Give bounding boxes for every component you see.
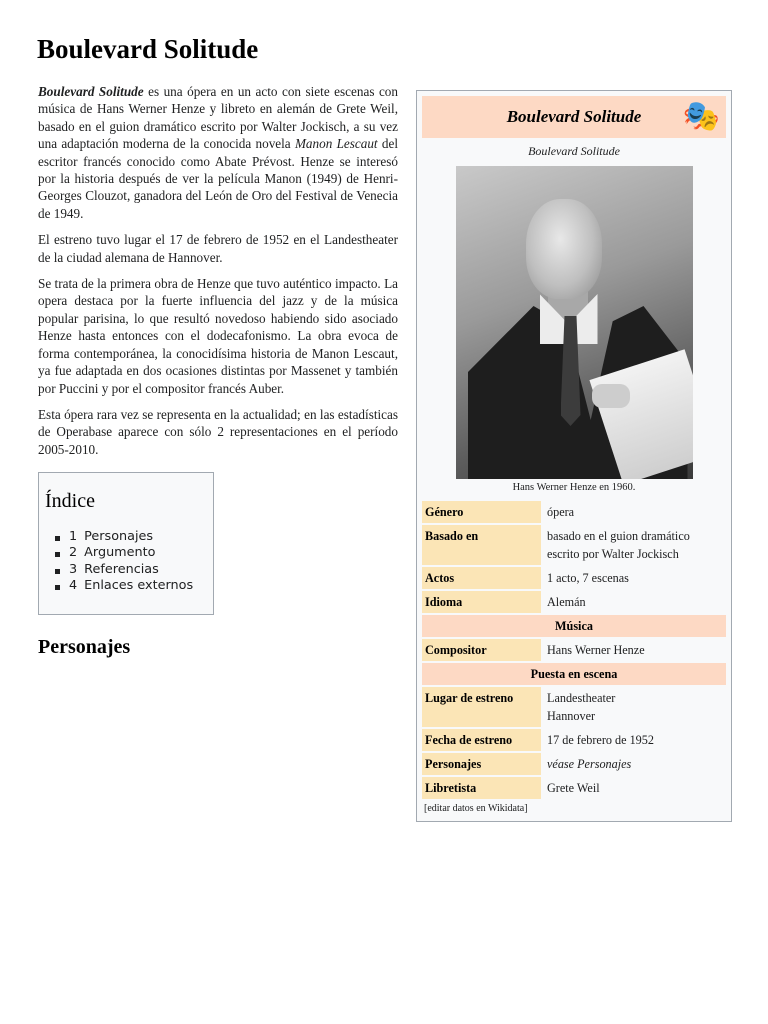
row-value[interactable]: [541, 687, 726, 727]
section-heading-personajes: Personajes: [38, 635, 131, 658]
row-label: Lugar de estreno: [422, 687, 541, 727]
infobox-title: Boulevard Solitude: [506, 107, 642, 126]
infobox-row-idioma: [422, 591, 726, 613]
wikidata-edit-link[interactable]: [editar datos en Wikidata]: [424, 803, 528, 814]
infobox-table: [422, 499, 726, 801]
photo-head: [526, 199, 602, 299]
toc-item-referencias[interactable]: [69, 562, 213, 579]
toc-number: 4: [69, 578, 78, 594]
toc-title: Índice: [45, 490, 95, 513]
row-value-line: Landestheater: [547, 691, 616, 705]
row-label: Actos: [422, 567, 541, 589]
novel-title: Manon Lescaut: [294, 136, 378, 152]
row-value[interactable]: ópera: [547, 505, 575, 519]
toc-number: 1: [69, 528, 78, 544]
row-label: Género: [422, 501, 541, 523]
row-value[interactable]: Grete Weil: [547, 781, 600, 795]
row-label: Personajes: [422, 753, 541, 775]
infobox: [416, 90, 732, 822]
row-value[interactable]: Alemán: [547, 595, 586, 609]
section-header: Música: [422, 615, 726, 637]
toc-link[interactable]: Enlaces externos: [84, 578, 194, 594]
article-subject-bold: Boulevard Solitude: [38, 84, 144, 99]
row-value[interactable]: Hans Werner Henze: [547, 643, 645, 657]
toc-number: 3: [69, 561, 78, 577]
impact-paragraph: Se trata de la primera obra de Henze que tuvo auténtico impacto. La opera destaca por la fuerte influencia del jazz y de la música popular parisina, lo que resultó novedoso habiendo sido asociado Henze hasta entonces con el dodecafonismo. La obra evoca de forma contemporánea, la conocidísima historia de Manon Lescaut, ya fue adaptada en dos ocasiones distintas por Massenet y también por Puccini y por el compositor francés Auber.: [38, 276, 398, 396]
toc-link[interactable]: Referencias: [84, 561, 159, 577]
toc-item-argumento[interactable]: [69, 545, 213, 562]
infobox-title-band: [422, 96, 726, 138]
toc-item-enlaces-externos[interactable]: [69, 578, 213, 595]
intro-text-2: del escritor francés conocido como Abate Prévost. Henze se interesó por la historia después de ver la película Manon (1949) de Henri-Georges Clouzot, ganadora del León de Oro del Festival de Venecia de 1949.: [38, 136, 398, 221]
infobox-subtitle: Boulevard Solitude: [528, 144, 620, 158]
page-title: Boulevard Solitude: [37, 34, 259, 64]
infobox-section-puesta: [422, 663, 726, 685]
infobox-row-personajes: [422, 753, 726, 775]
row-value[interactable]: véase Personajes: [547, 757, 632, 771]
article-body: [38, 83, 398, 656]
toc-list: [45, 529, 213, 595]
toc-item-personajes[interactable]: [69, 529, 213, 546]
premiere-paragraph: El estreno tuvo lugar el 17 de febrero de 1952 en el Landestheater de la ciudad alemana de Hannover.: [38, 232, 398, 265]
row-label: Fecha de estreno: [422, 729, 541, 751]
infobox-row-actos: [422, 567, 726, 589]
infobox-section-musica: [422, 615, 726, 637]
infobox-row-fecha: [422, 729, 726, 751]
performance-paragraph: Esta ópera rara vez se representa en la actualidad; en las estadísticas de Operabase aparece con sólo 2 representaciones en el período 2005-2010.: [38, 406, 398, 457]
photo-hand: [592, 384, 630, 408]
row-value-line: Hannover: [547, 709, 596, 723]
row-value[interactable]: 17 de febrero de 1952: [547, 733, 654, 747]
row-label: Libretista: [422, 777, 541, 799]
infobox-row-genero: [422, 501, 726, 523]
toc-link[interactable]: Argumento: [84, 545, 156, 561]
photo-caption: Hans Werner Henze en 1960.: [512, 482, 636, 493]
row-value[interactable]: [541, 525, 726, 565]
row-label: Compositor: [422, 639, 541, 661]
toc-link[interactable]: Personajes: [84, 528, 154, 544]
intro-paragraph: [38, 83, 398, 222]
row-label: Basado en: [422, 525, 541, 565]
infobox-row-libretista: [422, 777, 726, 799]
row-value: 1 acto, 7 escenas: [547, 571, 629, 585]
infobox-row-lugar: [422, 687, 726, 727]
intro-text-1: es una ópera en un acto con siete escenas con música de Hans Werner Henze y libreto en alemán de Grete Weil, basado en el guion dramático escrito por Walter Jockisch, a su vez una adaptación moderna de la conocida novela: [38, 84, 398, 152]
portrait-photo[interactable]: [456, 166, 693, 479]
infobox-row-compositor: [422, 639, 726, 661]
row-label: Idioma: [422, 591, 541, 613]
toc-number: 2: [69, 545, 78, 561]
theater-masks-icon: 🎭: [682, 100, 720, 133]
table-of-contents: [38, 472, 214, 614]
infobox-row-basado: [422, 525, 726, 565]
row-value-line: escrito por Walter Jockisch: [547, 547, 679, 561]
section-header: Puesta en escena: [422, 663, 726, 685]
row-value-line: basado en el guion dramático: [547, 529, 690, 543]
